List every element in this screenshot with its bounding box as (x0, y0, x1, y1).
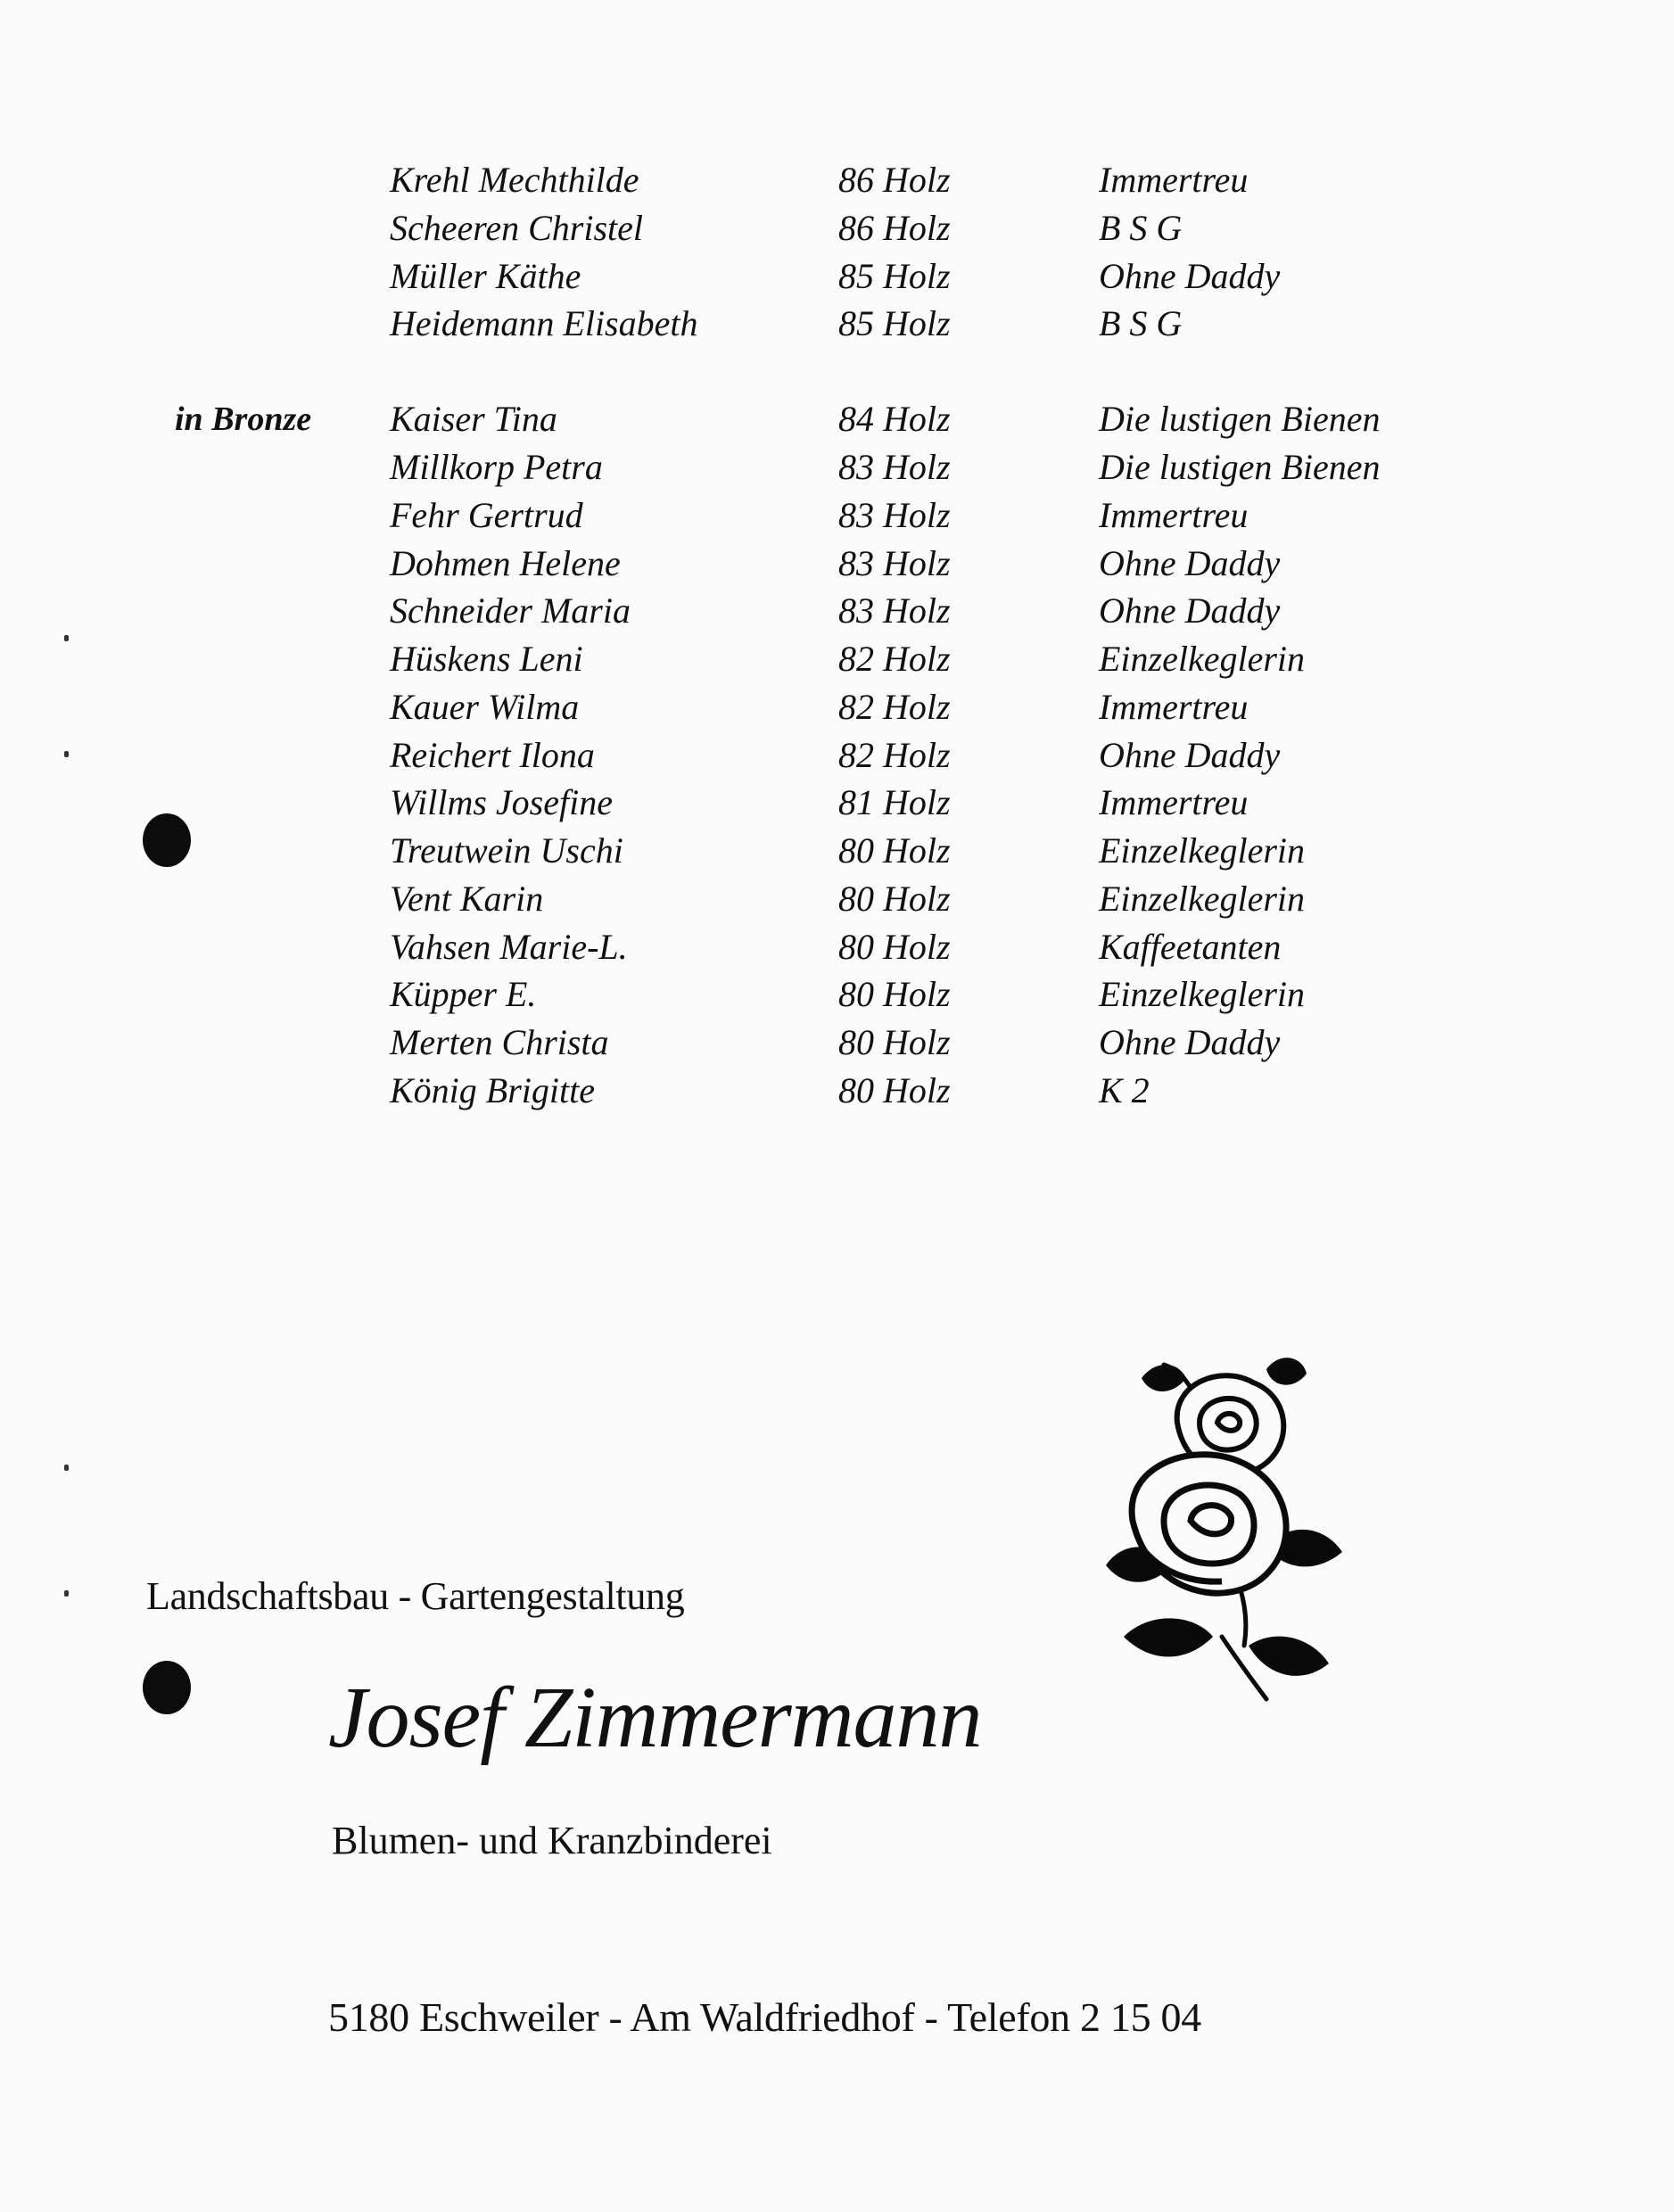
advert-tagline: Landschaftsbau - Gartengestaltung (146, 1574, 685, 1618)
result-row (0, 156, 1674, 204)
player-score: 82 Holz (838, 687, 951, 727)
player-club: Ohne Daddy (1099, 256, 1281, 296)
player-name: Treutwein Uschi (390, 830, 623, 871)
bronze-category-label: in Bronze (175, 400, 312, 438)
player-club: Einzelkeglerin (1099, 639, 1306, 679)
player-club: Immertreu (1099, 687, 1249, 727)
player-score: 82 Holz (838, 735, 951, 775)
player-club: Einzelkeglerin (1099, 830, 1306, 871)
player-club: Immertreu (1099, 782, 1249, 822)
result-row (0, 395, 1674, 443)
player-name: Vahsen Marie-L. (390, 927, 628, 967)
advert-trade: Blumen- und Kranzbinderei (332, 1819, 772, 1862)
player-name: Schneider Maria (390, 590, 631, 631)
player-name: Willms Josefine (390, 782, 613, 822)
result-row (0, 875, 1674, 923)
player-score: 80 Holz (838, 927, 951, 967)
player-score: 83 Holz (838, 543, 951, 583)
player-club: Einzelkeglerin (1099, 879, 1306, 919)
player-club: B S G (1099, 303, 1183, 343)
result-row (0, 827, 1674, 875)
result-row (0, 540, 1674, 588)
player-name: Krehl Mechthilde (390, 160, 639, 200)
player-name: Reichert Ilona (390, 735, 595, 775)
result-row (0, 1019, 1674, 1067)
player-score: 84 Holz (838, 399, 951, 439)
player-name: Fehr Gertrud (390, 495, 583, 535)
result-row (0, 587, 1674, 635)
punch-hole-bottom (143, 1661, 191, 1714)
player-score: 80 Holz (838, 1022, 951, 1062)
result-row (0, 635, 1674, 683)
player-score: 80 Holz (838, 1070, 951, 1110)
player-score: 85 Holz (838, 303, 951, 343)
player-score: 80 Holz (838, 879, 951, 919)
player-club: Immertreu (1099, 495, 1249, 535)
scan-speck (64, 1465, 69, 1471)
player-name: Scheeren Christel (390, 208, 644, 248)
player-score: 86 Holz (838, 208, 951, 248)
player-club: B S G (1099, 208, 1183, 248)
player-score: 83 Holz (838, 495, 951, 535)
scan-speck (64, 1590, 69, 1597)
result-row (0, 923, 1674, 971)
player-name: Kauer Wilma (390, 687, 580, 727)
player-name: Vent Karin (390, 879, 544, 919)
result-row (0, 683, 1674, 731)
player-name: Müller Käthe (390, 256, 581, 296)
player-score: 80 Holz (838, 830, 951, 871)
result-row (0, 252, 1674, 301)
player-name: Kaiser Tina (390, 399, 557, 439)
player-club: Immertreu (1099, 160, 1249, 200)
player-name: Dohmen Helene (390, 543, 621, 583)
player-club: Ohne Daddy (1099, 735, 1281, 775)
player-club: Ohne Daddy (1099, 590, 1281, 631)
result-row (0, 731, 1674, 780)
player-club: Die lustigen Bienen (1099, 447, 1381, 487)
player-name: Hüskens Leni (390, 639, 583, 679)
advert-company-name: Josef Zimmermann (328, 1670, 982, 1766)
player-score: 82 Holz (838, 639, 951, 679)
result-row (0, 970, 1674, 1019)
advert-address: 5180 Eschweiler - Am Waldfriedhof - Telefon 2 15 04 (328, 1994, 1201, 2040)
result-row (0, 491, 1674, 540)
player-name: Küpper E. (390, 974, 537, 1014)
result-row (0, 204, 1674, 252)
player-club: K 2 (1099, 1070, 1150, 1110)
player-score: 86 Holz (838, 160, 951, 200)
player-score: 80 Holz (838, 974, 951, 1014)
player-club: Ohne Daddy (1099, 543, 1281, 583)
rose-icon (1088, 1342, 1356, 1717)
player-score: 81 Holz (838, 782, 951, 822)
player-score: 83 Holz (838, 447, 951, 487)
player-club: Kaffeetanten (1099, 927, 1282, 967)
player-club: Einzelkeglerin (1099, 974, 1306, 1014)
player-club: Ohne Daddy (1099, 1022, 1281, 1062)
player-score: 83 Holz (838, 590, 951, 631)
player-name: Heidemann Elisabeth (390, 303, 698, 343)
result-row (0, 1067, 1674, 1115)
player-club: Die lustigen Bienen (1099, 399, 1381, 439)
player-name: König Brigitte (390, 1070, 595, 1110)
result-row (0, 300, 1674, 348)
result-row (0, 443, 1674, 491)
player-name: Millkorp Petra (390, 447, 603, 487)
result-row (0, 779, 1674, 827)
player-score: 85 Holz (838, 256, 951, 296)
player-name: Merten Christa (390, 1022, 609, 1062)
